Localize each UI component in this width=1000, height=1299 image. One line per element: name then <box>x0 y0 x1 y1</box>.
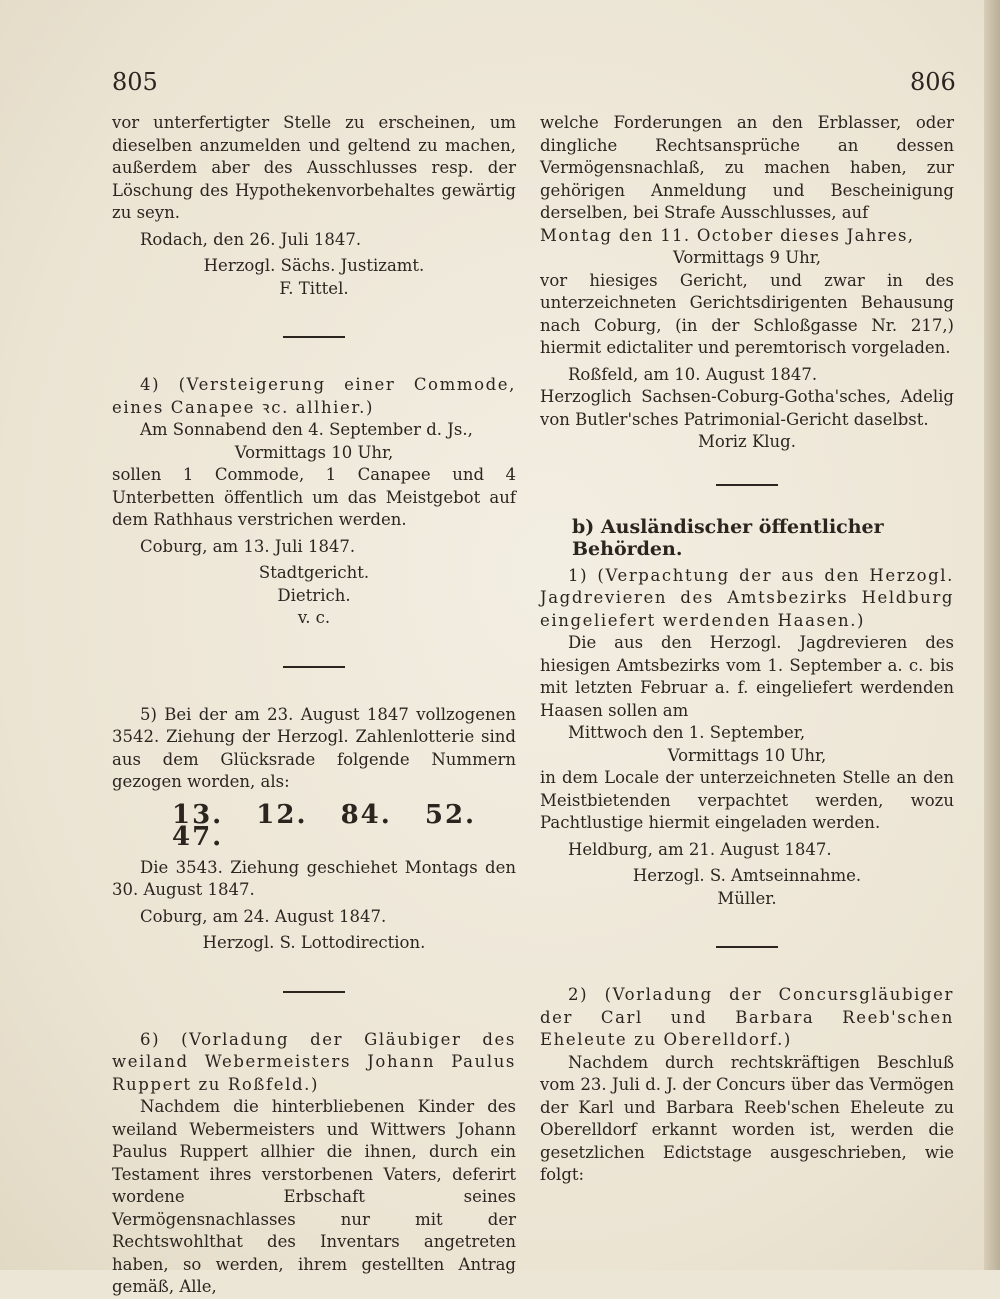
date-line: Rodach, den 26. Juli 1847. <box>140 229 362 249</box>
notice-b2-text: Nachdem durch rechtskräftigen Beschluß vom 23. Juli d. J. der Concurs über das Vermögen der Karl und Barbara Reeb'schen Eheleute zu Oberelldorf erkannt worden ist, werden die gesetzlichen Edictstage ausgeschrieben, wie folgt: <box>540 1052 954 1184</box>
section-divider <box>283 666 345 668</box>
notice-b1-date: Heldburg, am 21. August 1847. <box>568 839 832 859</box>
notice-4-time: Vormittags 10 Uhr, <box>234 442 394 462</box>
signature-name: F. Tittel. <box>279 278 349 298</box>
notice-5-next-drawing: Die 3543. Ziehung geschiehet Montags den 30. August 1847. <box>112 857 516 899</box>
notice-5-text: 5) Bei der am 23. August 1847 vollzogenen 3542. Ziehung der Herzogl. Zahlenlotterie sind aus dem Glücksrade folgende Nummern gezogen worden, als: <box>112 704 516 791</box>
notice-4-text: sollen 1 Commode, 1 Canapee und 4 Unterbetten öffentlich um das Meistgebot auf dem Rathhaus verstrichen werden. <box>112 465 516 529</box>
notice-5-date: Coburg, am 24. August 1847. <box>140 906 387 926</box>
notice-b1-when: Mittwoch den 1. September, <box>568 723 806 742</box>
notice-4-office: Stadtgericht. <box>258 563 370 582</box>
notice-4-signature: Dietrich. <box>277 585 351 605</box>
continuation-paragraph: welche Forderungen an den Erblasser, oder dingliche Rechtsansprüche an dessen Vermögensnachlaß, zu machen haben, zur gehörigen Anmeldung und Bescheinigung derselben, bei Strafe Ausschlusses, auf <box>540 113 954 222</box>
section-divider <box>716 946 778 948</box>
notice-b1-text-2: in dem Locale der unterzeichneten Stelle an den Meistbietenden verpachtet werden, wozu Pachtlustige hiermit eingeladen werden. <box>540 768 954 832</box>
notice-b2-title: 2) (Vorladung der Concursgläubiger der Carl und Barbara Reeb'schen Eheleute zu Oberelldorf.) <box>540 985 954 1049</box>
right-column <box>540 112 954 1187</box>
page-number-right: 806 <box>910 68 956 96</box>
section-divider <box>283 336 345 338</box>
page-edge <box>984 0 1000 1270</box>
notice-b1-time: Vormittags 10 Uhr, <box>667 745 827 765</box>
section-divider <box>716 484 778 486</box>
continuation-paragraph: vor unterfertigter Stelle zu erscheinen, um dieselben anzumelden und geltend zu machen, außerdem aber des Ausschlusses resp. der Löschung des Hypothekenvorbehaltes gewärtig zu seyn. <box>112 113 516 222</box>
notice-6-text: Nachdem die hinterbliebenen Kinder des weiland Webermeisters und Wittwers Johann Paulus Ruppert allhier die ihnen, durch ein Testament ihres verstorbenen Vaters, deferirt wordene Erbschaft seines Vermögensnachlasses nur mit der Rechtswohlthat des Inventars angetreten haben, so werden, ihrem gestellten Antrag gemäß, Alle, <box>112 1097 516 1296</box>
notice-4-when: Am Sonnabend den 4. September d. Js., <box>140 420 473 439</box>
continuation-paragraph-2: vor hiesiges Gericht, und zwar in des unterzeichneten Gerichtsdirigenten Behausung nach Coburg, (in der Schloßgasse Nr. 217,) hiermit edictaliter und peremtorisch vorgeladen. <box>540 270 954 357</box>
hearing-date: Montag den 11. October dieses Jahres, <box>540 225 915 245</box>
notice-5-office: Herzogl. S. Lottodirection. <box>202 933 426 952</box>
notice-4-vc: v. c. <box>297 608 331 627</box>
notice-6-title: 6) (Vorladung der Gläubiger des weiland Webermeisters Johann Paulus Ruppert zu Roßfeld.) <box>112 1029 516 1094</box>
hearing-time: Vormittags 9 Uhr, <box>672 248 822 267</box>
date-line: Roßfeld, am 10. August 1847. <box>568 364 818 384</box>
lottery-numbers: 13. 12. 84. 52. 47. <box>172 799 477 852</box>
signature-court: Herzoglich Sachsen-Coburg-Gotha'sches, Adelig von Butler'sches Patrimonial-Gericht daselbst. <box>540 387 954 429</box>
left-column <box>112 112 516 1299</box>
notice-b1-signature: Müller. <box>717 888 777 908</box>
notice-b1-text: Die aus den Herzogl. Jagdrevieren des hiesigen Amtsbezirks vom 1. September a. c. bis mit letzten Februar a. f. eingeliefert werdenden Haasen sollen am <box>540 633 954 720</box>
section-heading-b: b) Ausländischer öffentlicher Behörden. <box>572 515 884 560</box>
page-number-left: 805 <box>112 68 158 96</box>
notice-4-date: Coburg, am 13. Juli 1847. <box>140 536 356 556</box>
signature-name: Moriz Klug. <box>698 432 796 451</box>
notice-b1-office: Herzogl. S. Amtseinnahme. <box>632 866 862 885</box>
section-divider <box>283 991 345 993</box>
notice-b1-title: 1) (Verpachtung der aus den Herzogl. Jagdrevieren des Amtsbezirks Heldburg eingeliefert werdenden Haasen.) <box>540 565 954 630</box>
notice-4-title: 4) (Versteigerung einer Commode, eines Canapee ꝛc. allhier.) <box>112 375 516 417</box>
signature-office: Herzogl. Sächs. Justizamt. <box>203 256 425 275</box>
